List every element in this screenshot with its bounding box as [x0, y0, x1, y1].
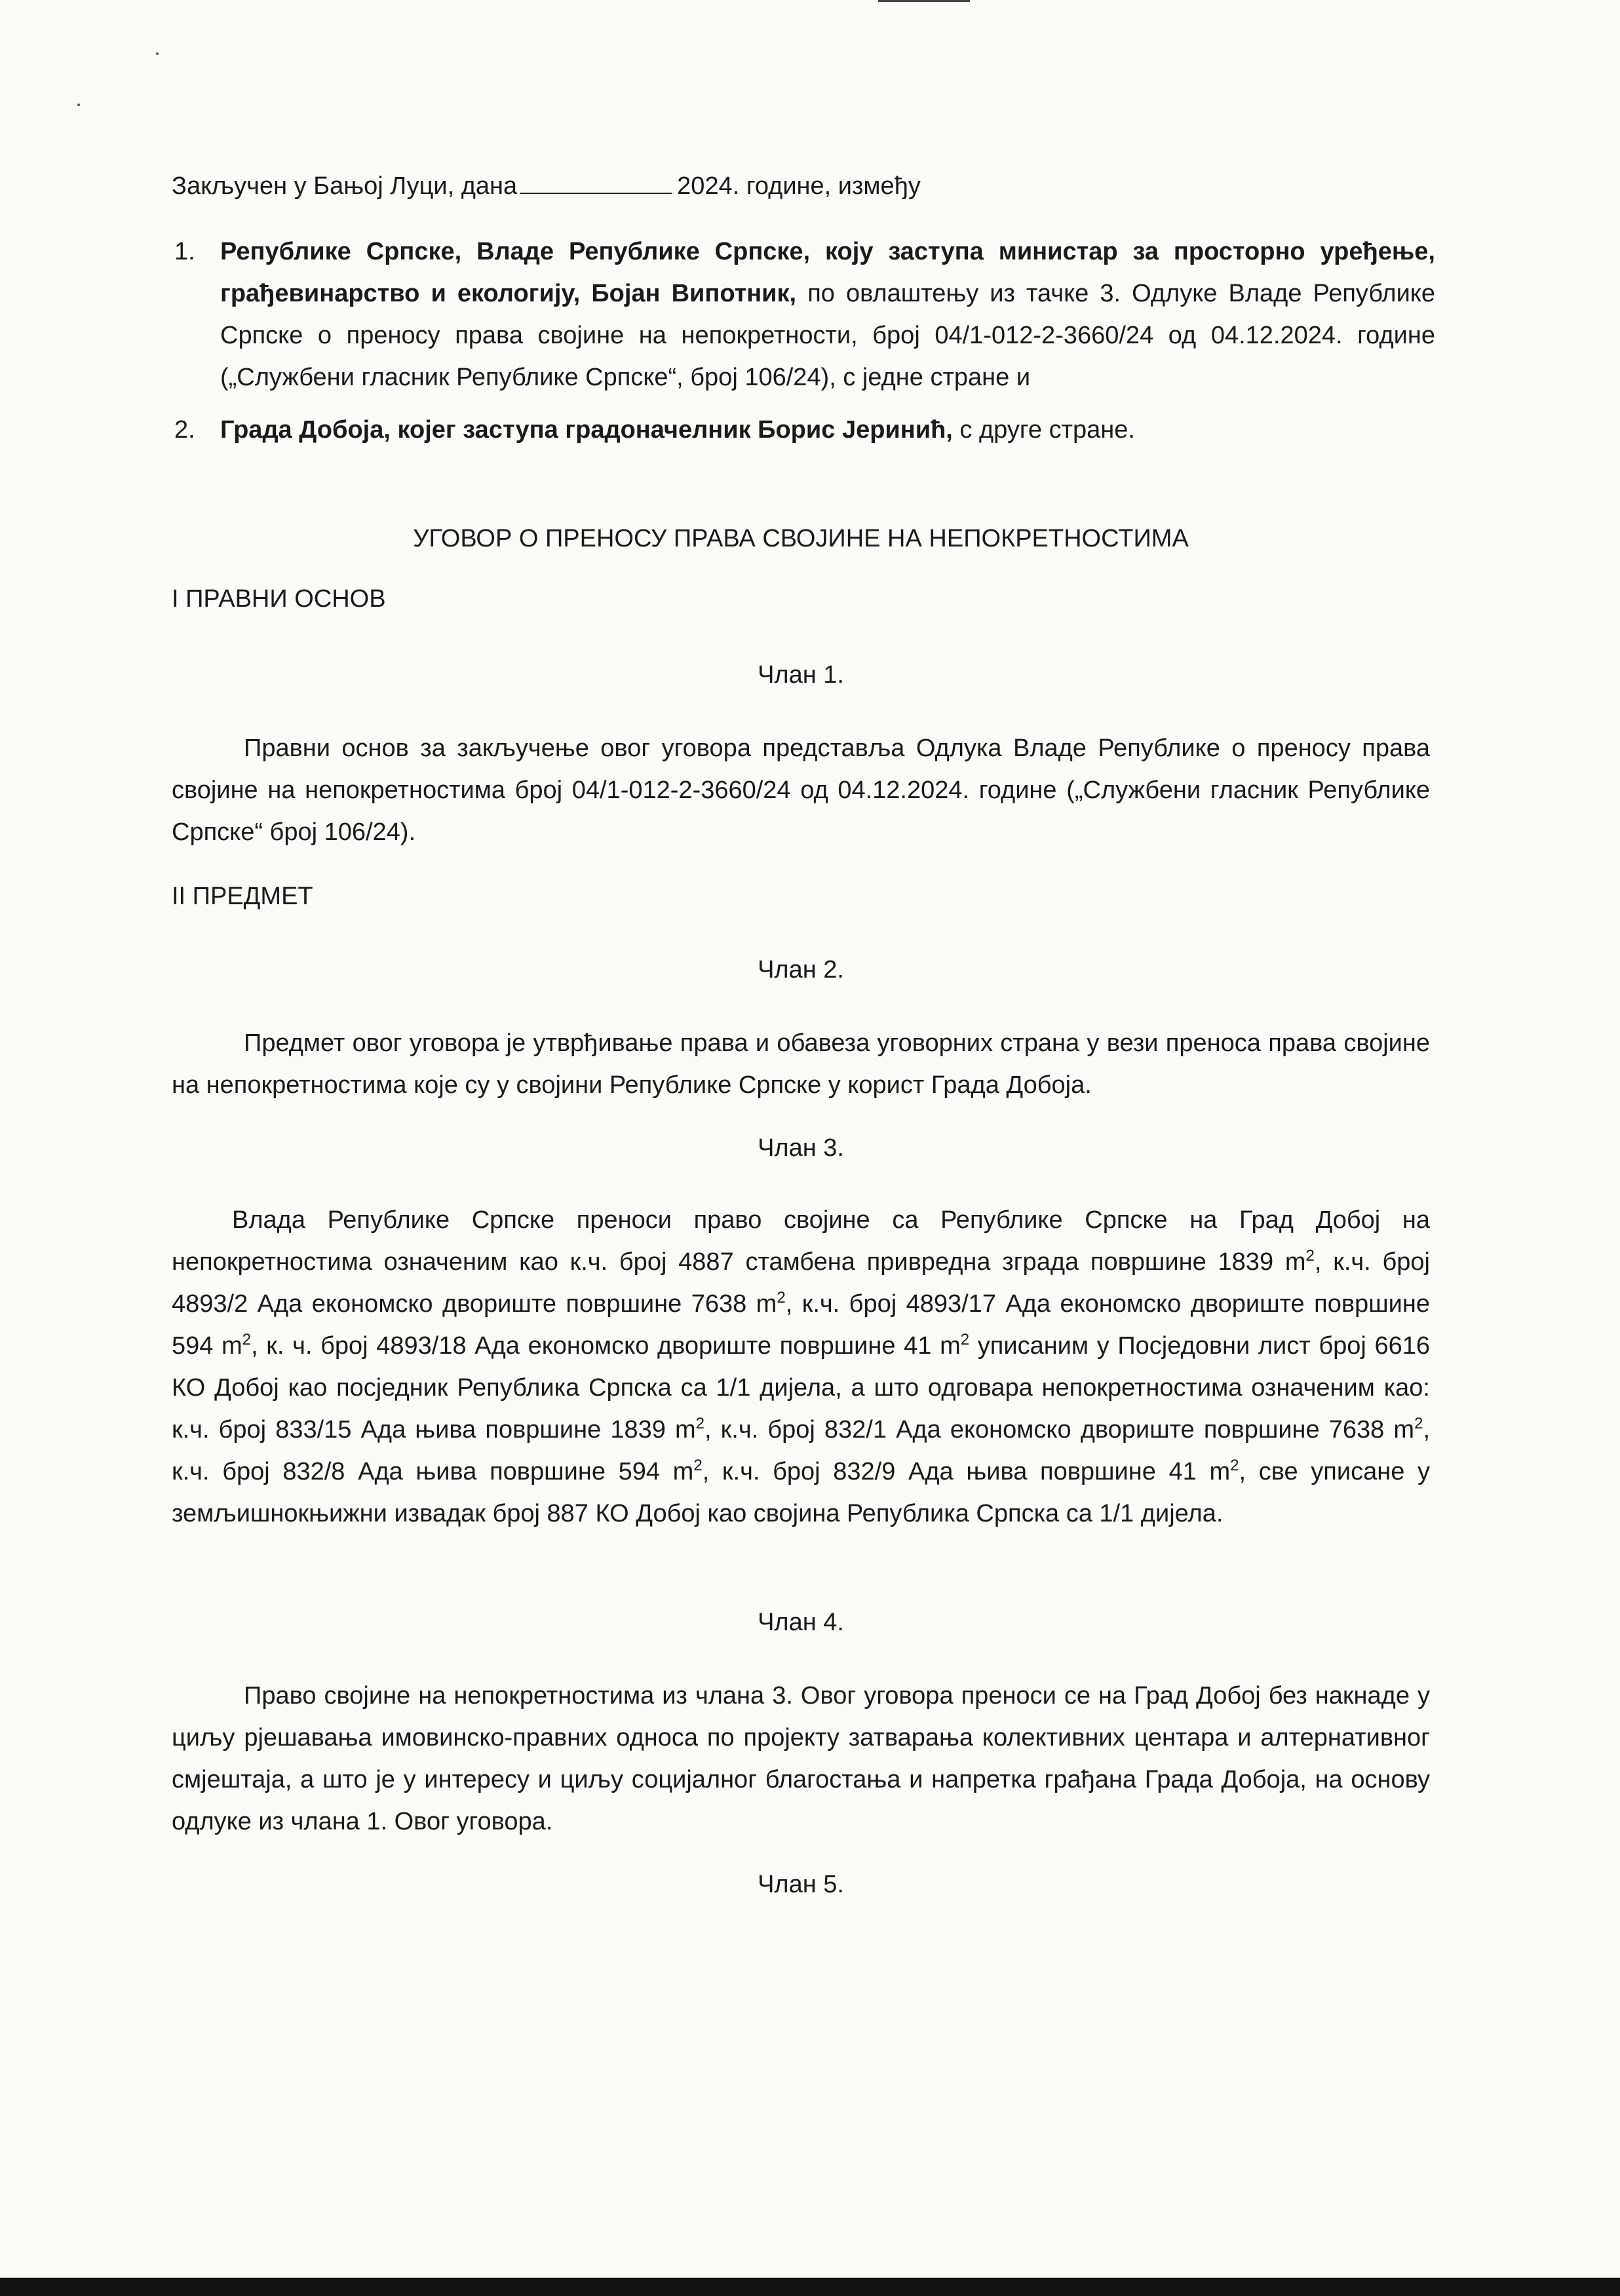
article-3-fragment: , све уписане у земљишнокњижни извадак број 887 КО Добој као својина Република Српска са 1/1 дијела. — [172, 1458, 1431, 1527]
superscript: 2 — [242, 1331, 252, 1349]
article-2-text: Предмет овог уговора је утврђивање права и обавеза уговорних страна у вези преноса права својине на непокретностима које су у својини Републике Српске у корист Града Добоја. — [172, 1029, 1430, 1099]
section-heading-subject: II ПРЕДМЕТ — [172, 883, 313, 910]
article-3-fragment: уписаним у Посједовни лист број 6616 КО Добој као посједник Република Српска са 1/1 дијела, а што одговара непокретностима означеним као: к.ч. број 833/15 Ада њива површине 1839 m — [172, 1332, 1431, 1444]
article-3-fragment: , к.ч. број 832/8 Ада њива површине 594 m — [172, 1416, 1430, 1485]
party-name-bold: Града Добоја, којег заступа градоначелник Борис Јеринић, — [220, 416, 953, 444]
article-1-heading: Члан 1. — [758, 661, 844, 689]
superscript: 2 — [1305, 1247, 1315, 1265]
scan-bottom-edge — [0, 2278, 1620, 2296]
section-heading-legal-basis: I ПРАВНИ ОСНОВ — [172, 585, 386, 613]
party-details: по овлаштењу из тачке 3. Одлуке Владе Републике Српске о преносу права својине на непокретности, број 04/1-012-2-3660/24 од 04.12.2024. године („Службени гласник Републике Српске“, број 106/24), с једне стране и — [220, 280, 1435, 391]
article-3-fragment: , к. ч. број 4893/18 Ада економско двориште површине 41 m — [251, 1332, 961, 1360]
party-name-bold: Републике Српске, Владе Републике Српске, коју заступа министар за просторно уређење, грађевинарство и екологију, Бојан Випотник, — [220, 238, 1435, 307]
superscript: 2 — [1230, 1457, 1239, 1474]
intro-place-date: Закључен у Бањој Луци, дана — [172, 172, 518, 200]
superscript: 2 — [777, 1289, 786, 1307]
scan-speck — [156, 52, 159, 55]
contract-title: УГОВОР О ПРЕНОСУ ПРАВА СВОЈИНЕ НА НЕПОКРЕТНОСТИМА — [413, 525, 1189, 552]
article-1-text: Правни основ за закључење овог уговора представља Одлука Владе Републике о преносу права својине на непокретностима број 04/1-012-2-3660/24 од 04.12.2024. године („Службени гласник Републике Српске“ број 106/24). — [172, 735, 1430, 846]
scan-mark — [878, 0, 970, 2]
article-3-fragment: , к.ч. број 832/1 Ада економско двориште површине 7638 m — [704, 1416, 1415, 1444]
superscript: 2 — [960, 1331, 970, 1349]
party-item-2 — [174, 409, 1435, 451]
article-3-text — [172, 1199, 1430, 1535]
contract-intro — [172, 165, 1417, 207]
article-4-text: Право својине на непокретностима из члана 3. Овог уговора преноси се на Град Добој без накнаде у циљу рјешавања имовинско-правних односа по пројекту затварања колективних центара и алтернативног смјештаја, а што је у интересу и циљу социјалног благостања и напретка грађана Града Добоја, на основу одлуке из члана 1. Овог уговора. — [172, 1682, 1430, 1835]
article-5-heading: Члан 5. — [758, 1871, 844, 1898]
article-2-heading: Члан 2. — [758, 956, 844, 984]
article-3-fragment: , к.ч. број 4893/17 Ада економско двориште површине 594 m — [172, 1290, 1430, 1360]
superscript: 2 — [1414, 1415, 1423, 1432]
article-4-heading: Члан 4. — [758, 1609, 844, 1636]
superscript: 2 — [693, 1457, 703, 1474]
article-3-fragment: , к.ч. број 832/9 Ада њива површине 41 m — [702, 1458, 1231, 1485]
party-item-1 — [174, 231, 1435, 398]
party-number: 1. — [174, 238, 195, 265]
party-details: с друге стране. — [959, 416, 1135, 444]
date-blank-line — [520, 170, 672, 194]
article-3-fragment: , к.ч. број 4893/2 Ада економско двориште површине 7638 m — [172, 1248, 1430, 1318]
article-3-heading: Члан 3. — [758, 1134, 844, 1162]
party-number: 2. — [174, 416, 195, 444]
scan-speck — [77, 104, 80, 106]
superscript: 2 — [695, 1415, 705, 1432]
intro-year: 2024. године, између — [677, 172, 921, 200]
article-3-fragment: Влада Републике Српске преноси право својине са Републике Српске на Град Добој на непокретностима означеним као к.ч. број 4887 стамбена привредна зграда површине 1839 m — [172, 1206, 1430, 1276]
